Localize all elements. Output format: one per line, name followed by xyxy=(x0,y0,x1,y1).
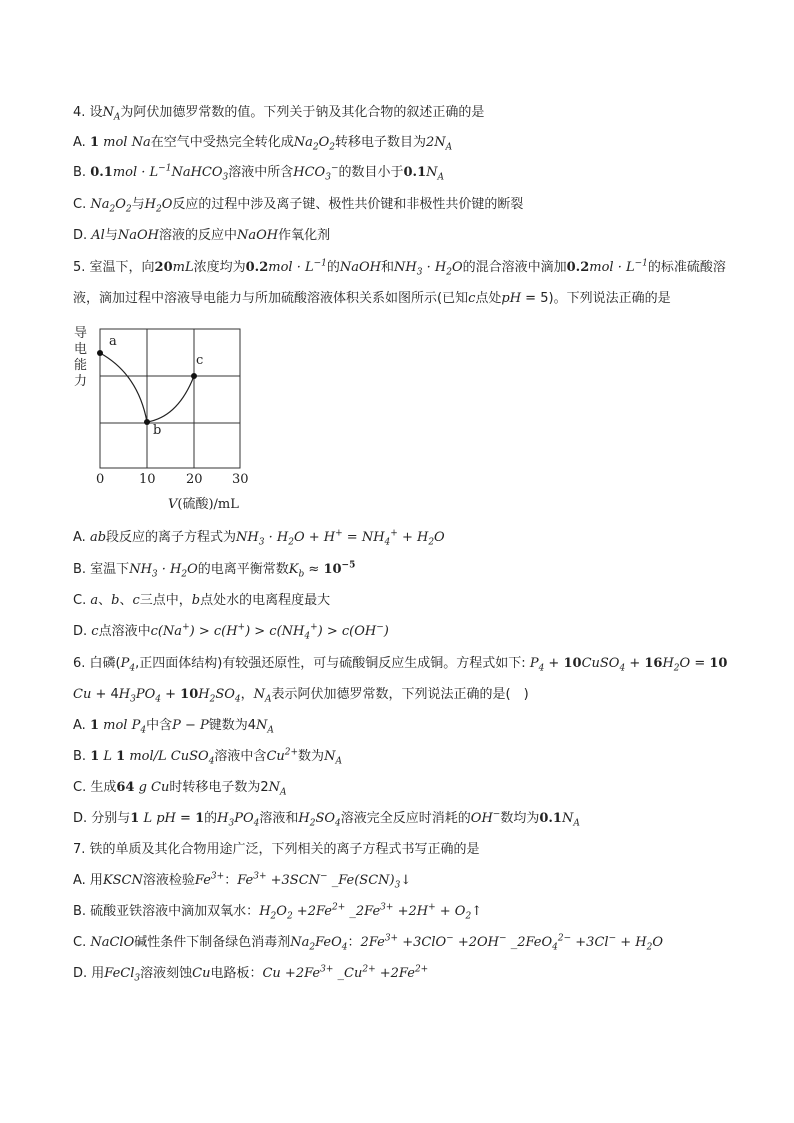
point-a-dot xyxy=(97,350,103,356)
y-axis-label-1: 导 xyxy=(74,326,88,341)
q6-stem-line2: $Cu + 4H_3PO_4 + 10H_2SO_4$，$N_A$表示阿伏加德罗常数，下列说法正确的是( ) xyxy=(73,687,529,705)
point-a-label: a xyxy=(109,334,117,349)
q4-option-b: B. $0.1mol \cdot L^{-1}NaHCO_3$溶液中所含$HCO_3^-$的数目小于$0.1N_A$ xyxy=(73,163,445,183)
q7-option-c: C. NaClO碱性条件下制备绿色消毒剂$Na_2FeO_4$：$2Fe^{3+} +3ClO^- +2OH^-$ _2FeO$_4^{2-}$ $+3Cl^- + H_2O$ xyxy=(73,933,664,953)
q7-stem: 7. 铁的单质及其化合物用途广泛，下列相关的离子方程式书写正确的是 xyxy=(73,842,480,857)
q4-option-c: C. $Na_2O_2$与$H_2O$反应的过程中涉及离子键、极性共价键和非极性共价键的断裂 xyxy=(73,197,524,215)
curve-bc xyxy=(147,376,194,422)
q6-option-a: A. 1 mol $P_4$中含P − P键数为$4N_A$ xyxy=(73,718,274,736)
q5-option-a: A. ab段反应的离子方程式为$NH_3 \cdot H_2O + H^+ = NH_4^+ + H_2O$ xyxy=(73,528,445,548)
q4-stem: 4. 设$N_A$为阿伏加德罗常数的值。下列关于钠及其化合物的叙述正确的是 xyxy=(73,105,485,123)
q4-option-d: D. Al与NaOH溶液的反应中NaOH作氧化剂 xyxy=(73,228,331,243)
graph-grid xyxy=(100,329,240,468)
q5-option-d: D. c点溶液中$c(Na^+) > c(H^+) > c(NH_4^+) > c(OH^-)$ xyxy=(73,622,389,642)
conductivity-graph xyxy=(70,322,270,514)
curve-ab xyxy=(100,353,147,422)
x-axis-label: V(硫酸)/mL xyxy=(168,497,239,512)
q6-option-b: B. 1 L 1 mol/L CuSO$_4$溶液中含$Cu^{2+}$数为$N_A$ xyxy=(73,747,342,767)
x-tick-10: 10 xyxy=(139,472,156,487)
x-tick-0: 0 xyxy=(96,472,105,487)
point-c-dot xyxy=(191,373,197,379)
q5-stem-line2: 液，滴加过程中溶液导电能力与所加硫酸溶液体积关系如图所示(已知c点处pH = 5)。下列说法正确的是 xyxy=(73,291,671,306)
point-c-label: c xyxy=(196,353,204,368)
y-axis-label-2: 电 xyxy=(74,342,88,357)
q7-option-a: A. 用KSCN溶液检验$Fe^{3+}$：$Fe^{3+} +3SCN^-$ $\_Fe(SCN)_3↓$ xyxy=(73,871,412,891)
y-axis-label-4: 力 xyxy=(74,374,88,389)
y-axis-label-3: 能 xyxy=(74,358,88,373)
q5-option-c: C. a、b、c三点中，b点处水的电离程度最大 xyxy=(73,593,331,608)
x-tick-20: 20 xyxy=(186,472,203,487)
q5-option-b: B. 室温下$NH_3 \cdot H_2O$的电离平衡常数$K_b \approx 10^{-5}$ xyxy=(73,560,356,580)
q5-stem-line1: 5. 室温下，向20mL浓度均为$0.2mol \cdot L^{-1}$的NaOH和$NH_3 \cdot H_2O$的混合溶液中滴加$0.2mol \cdot L^{-1}$的标准硫酸溶 xyxy=(73,258,726,278)
q6-stem-line1: 6. 白磷($P_4$,正四面体结构)有较强还原性，可与硫酸铜反应生成铜。方程式如下: $P_4$ + 10CuSO$_4$ + $16H_2O = 10$ xyxy=(73,656,728,674)
q6-option-c: C. 生成64 g Cu时转移电子数为$2N_A$ xyxy=(73,780,287,798)
q7-option-d: D. 用FeCl$_3$溶液刻蚀Cu电路板：$Cu +2Fe^{3+}$ $\_Cu^{2+} +2Fe^{2+}$ xyxy=(73,964,429,984)
q6-option-d: D. 分别与1 L pH = 1的$H_3PO_4$溶液和$H_2SO_4$溶液完全反应时消耗的OH−数均为$0.1N_A$ xyxy=(73,809,580,829)
point-b-dot xyxy=(144,419,150,425)
q7-option-b: B. 硫酸亚铁溶液中滴加双氧水：$H_2O_2 +2Fe^{2+}$ $\_2Fe^{3+} +2H^+$ + $O_2↑$ xyxy=(73,902,483,922)
x-tick-30: 30 xyxy=(232,472,249,487)
graph-frame xyxy=(100,329,240,468)
q4-option-a: A. 1 mol Na在空气中受热完全转化成$Na_2O_2$转移电子数目为$2N_A$ xyxy=(73,135,453,153)
point-b-label: b xyxy=(153,423,162,438)
